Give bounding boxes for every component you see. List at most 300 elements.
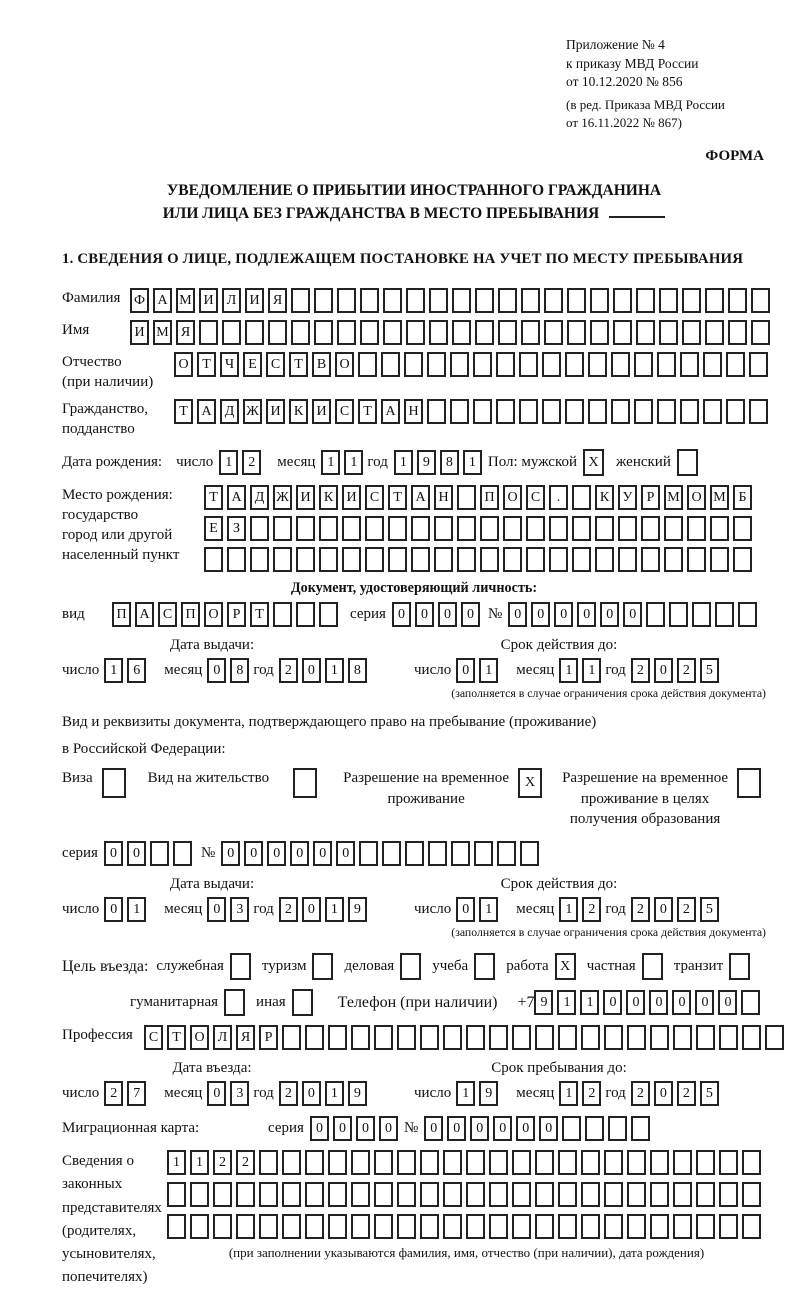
form-cell[interactable]	[420, 1025, 439, 1050]
form-cell[interactable]	[273, 516, 292, 541]
form-cell[interactable]: 1	[104, 658, 123, 683]
form-cell[interactable]: 0	[333, 1116, 352, 1141]
form-cell[interactable]	[388, 547, 407, 572]
form-cell[interactable]: М	[710, 485, 729, 510]
form-cell[interactable]: Н	[404, 399, 423, 424]
form-cell[interactable]	[291, 288, 310, 313]
form-cell[interactable]	[245, 320, 264, 345]
form-cell[interactable]	[451, 841, 470, 866]
form-cell[interactable]	[558, 1025, 577, 1050]
form-cell[interactable]	[291, 320, 310, 345]
form-cell[interactable]	[608, 1116, 627, 1141]
form-cell[interactable]	[636, 320, 655, 345]
form-cell[interactable]: Т	[204, 485, 223, 510]
form-cell[interactable]	[475, 288, 494, 313]
form-cell[interactable]	[562, 1116, 581, 1141]
form-cell[interactable]	[696, 1150, 715, 1175]
form-cell[interactable]: У	[618, 485, 637, 510]
form-cell[interactable]	[443, 1025, 462, 1050]
form-cell[interactable]	[664, 516, 683, 541]
form-cell[interactable]	[475, 320, 494, 345]
form-cell[interactable]: И	[266, 399, 285, 424]
form-cell[interactable]: 0	[415, 602, 434, 627]
form-cell[interactable]: 0	[356, 1116, 375, 1141]
form-cell[interactable]: 0	[456, 897, 475, 922]
form-cell[interactable]: С	[158, 602, 177, 627]
form-cell[interactable]: 2	[279, 658, 298, 683]
form-cell[interactable]	[473, 352, 492, 377]
form-cell[interactable]	[360, 320, 379, 345]
form-cell[interactable]	[236, 1214, 255, 1239]
form-cell[interactable]	[358, 352, 377, 377]
rvp-checkbox[interactable]: X	[518, 768, 542, 798]
form-cell[interactable]: З	[227, 516, 246, 541]
form-cell[interactable]: Л	[222, 288, 241, 313]
form-cell[interactable]: 0	[127, 841, 146, 866]
form-cell[interactable]	[406, 288, 425, 313]
form-cell[interactable]: Ф	[130, 288, 149, 313]
form-cell[interactable]	[374, 1025, 393, 1050]
form-cell[interactable]: А	[153, 288, 172, 313]
form-cell[interactable]: А	[381, 399, 400, 424]
form-cell[interactable]: 0	[267, 841, 286, 866]
form-cell[interactable]	[374, 1214, 393, 1239]
form-cell[interactable]	[581, 1150, 600, 1175]
form-cell[interactable]: 0	[104, 897, 123, 922]
form-cell[interactable]	[581, 1214, 600, 1239]
form-cell[interactable]	[314, 288, 333, 313]
form-cell[interactable]: 0	[470, 1116, 489, 1141]
form-cell[interactable]	[588, 399, 607, 424]
form-cell[interactable]	[611, 399, 630, 424]
form-cell[interactable]: 0	[461, 602, 480, 627]
form-cell[interactable]: 1	[479, 658, 498, 683]
form-cell[interactable]	[351, 1214, 370, 1239]
form-cell[interactable]	[641, 516, 660, 541]
form-cell[interactable]	[705, 288, 724, 313]
form-cell[interactable]: 0	[603, 990, 622, 1015]
form-cell[interactable]: Р	[641, 485, 660, 510]
form-cell[interactable]: 1	[580, 990, 599, 1015]
form-cell[interactable]	[751, 288, 770, 313]
purpose-chastnaya-checkbox[interactable]	[642, 953, 663, 980]
form-cell[interactable]	[150, 841, 169, 866]
form-cell[interactable]	[305, 1182, 324, 1207]
form-cell[interactable]: 0	[654, 658, 673, 683]
form-cell[interactable]	[305, 1025, 324, 1050]
form-cell[interactable]: 0	[207, 658, 226, 683]
form-cell[interactable]	[474, 841, 493, 866]
form-cell[interactable]: 9	[534, 990, 553, 1015]
form-cell[interactable]	[692, 602, 711, 627]
form-cell[interactable]	[496, 399, 515, 424]
form-cell[interactable]: 2	[677, 658, 696, 683]
form-cell[interactable]	[434, 547, 453, 572]
form-cell[interactable]	[682, 288, 701, 313]
form-cell[interactable]: 0	[207, 897, 226, 922]
form-cell[interactable]	[450, 352, 469, 377]
form-cell[interactable]	[558, 1182, 577, 1207]
form-cell[interactable]	[443, 1182, 462, 1207]
form-cell[interactable]	[429, 320, 448, 345]
form-cell[interactable]	[604, 1214, 623, 1239]
form-cell[interactable]	[558, 1150, 577, 1175]
form-cell[interactable]	[650, 1214, 669, 1239]
form-cell[interactable]	[213, 1182, 232, 1207]
form-cell[interactable]: 1	[325, 658, 344, 683]
female-checkbox[interactable]	[677, 449, 698, 476]
form-cell[interactable]	[646, 602, 665, 627]
form-cell[interactable]: 0	[302, 658, 321, 683]
form-cell[interactable]	[627, 1025, 646, 1050]
form-cell[interactable]	[342, 547, 361, 572]
form-cell[interactable]	[738, 602, 757, 627]
form-cell[interactable]: О	[174, 352, 193, 377]
form-cell[interactable]	[631, 1116, 650, 1141]
form-cell[interactable]	[728, 320, 747, 345]
form-cell[interactable]: Д	[220, 399, 239, 424]
form-cell[interactable]	[328, 1182, 347, 1207]
form-cell[interactable]: 0	[695, 990, 714, 1015]
form-cell[interactable]	[512, 1025, 531, 1050]
form-cell[interactable]	[572, 485, 591, 510]
form-cell[interactable]: 0	[392, 602, 411, 627]
form-cell[interactable]	[741, 990, 760, 1015]
form-cell[interactable]	[397, 1025, 416, 1050]
form-cell[interactable]	[611, 352, 630, 377]
form-cell[interactable]: 0	[649, 990, 668, 1015]
form-cell[interactable]	[319, 602, 338, 627]
form-cell[interactable]	[314, 320, 333, 345]
form-cell[interactable]	[542, 352, 561, 377]
form-cell[interactable]	[558, 1214, 577, 1239]
form-cell[interactable]: 9	[479, 1081, 498, 1106]
form-cell[interactable]	[405, 841, 424, 866]
form-cell[interactable]: 0	[424, 1116, 443, 1141]
form-cell[interactable]	[213, 1214, 232, 1239]
form-cell[interactable]: И	[130, 320, 149, 345]
form-cell[interactable]	[765, 1025, 784, 1050]
form-cell[interactable]	[427, 399, 446, 424]
form-cell[interactable]	[590, 288, 609, 313]
form-cell[interactable]: 2	[279, 897, 298, 922]
form-cell[interactable]	[328, 1150, 347, 1175]
form-cell[interactable]: 2	[582, 897, 601, 922]
form-cell[interactable]	[342, 516, 361, 541]
form-cell[interactable]	[669, 602, 688, 627]
form-cell[interactable]	[659, 288, 678, 313]
form-cell[interactable]	[604, 1182, 623, 1207]
form-cell[interactable]	[388, 516, 407, 541]
form-cell[interactable]	[742, 1214, 761, 1239]
form-cell[interactable]: 0	[516, 1116, 535, 1141]
form-cell[interactable]: 1	[559, 658, 578, 683]
form-cell[interactable]	[429, 288, 448, 313]
form-cell[interactable]	[526, 516, 545, 541]
form-cell[interactable]	[657, 399, 676, 424]
form-cell[interactable]: 0	[577, 602, 596, 627]
form-cell[interactable]	[719, 1182, 738, 1207]
form-cell[interactable]: 0	[310, 1116, 329, 1141]
form-cell[interactable]: С	[365, 485, 384, 510]
form-cell[interactable]	[567, 320, 586, 345]
form-cell[interactable]: 0	[531, 602, 550, 627]
form-cell[interactable]	[443, 1150, 462, 1175]
form-cell[interactable]: 1	[344, 450, 363, 475]
form-cell[interactable]	[726, 352, 745, 377]
purpose-delovaya-checkbox[interactable]	[400, 953, 421, 980]
form-cell[interactable]	[535, 1025, 554, 1050]
form-cell[interactable]: 2	[631, 897, 650, 922]
form-cell[interactable]	[360, 288, 379, 313]
form-cell[interactable]	[664, 547, 683, 572]
form-cell[interactable]	[751, 320, 770, 345]
form-cell[interactable]	[544, 288, 563, 313]
form-cell[interactable]	[687, 516, 706, 541]
form-cell[interactable]	[659, 320, 678, 345]
form-cell[interactable]: 5	[700, 658, 719, 683]
form-cell[interactable]	[452, 320, 471, 345]
form-cell[interactable]	[613, 320, 632, 345]
form-cell[interactable]	[742, 1025, 761, 1050]
form-cell[interactable]	[696, 1214, 715, 1239]
form-cell[interactable]: О	[335, 352, 354, 377]
form-cell[interactable]	[337, 288, 356, 313]
form-cell[interactable]	[382, 841, 401, 866]
purpose-rabota-checkbox[interactable]: X	[555, 953, 576, 980]
form-cell[interactable]	[715, 602, 734, 627]
form-cell[interactable]: 0	[493, 1116, 512, 1141]
form-cell[interactable]	[673, 1214, 692, 1239]
form-cell[interactable]: 5	[700, 1081, 719, 1106]
form-cell[interactable]	[549, 547, 568, 572]
form-cell[interactable]: Р	[259, 1025, 278, 1050]
form-cell[interactable]	[452, 288, 471, 313]
form-cell[interactable]	[634, 352, 653, 377]
form-cell[interactable]	[585, 1116, 604, 1141]
form-cell[interactable]	[641, 547, 660, 572]
form-cell[interactable]: 1	[463, 450, 482, 475]
form-cell[interactable]: Т	[167, 1025, 186, 1050]
form-cell[interactable]: Я	[176, 320, 195, 345]
form-cell[interactable]: 1	[325, 897, 344, 922]
form-cell[interactable]: П	[112, 602, 131, 627]
form-cell[interactable]: 0	[313, 841, 332, 866]
form-cell[interactable]	[428, 841, 447, 866]
form-cell[interactable]	[480, 547, 499, 572]
form-cell[interactable]	[365, 516, 384, 541]
form-cell[interactable]: 9	[348, 897, 367, 922]
form-cell[interactable]: 2	[104, 1081, 123, 1106]
form-cell[interactable]: А	[197, 399, 216, 424]
form-cell[interactable]: 0	[623, 602, 642, 627]
form-cell[interactable]	[173, 841, 192, 866]
form-cell[interactable]: 1	[582, 658, 601, 683]
form-cell[interactable]	[604, 1025, 623, 1050]
form-cell[interactable]: 2	[631, 658, 650, 683]
form-cell[interactable]: 0	[447, 1116, 466, 1141]
form-cell[interactable]	[703, 399, 722, 424]
form-cell[interactable]	[498, 288, 517, 313]
form-cell[interactable]	[749, 399, 768, 424]
form-cell[interactable]	[710, 516, 729, 541]
form-cell[interactable]	[466, 1150, 485, 1175]
form-cell[interactable]: 0	[718, 990, 737, 1015]
form-cell[interactable]: 3	[230, 897, 249, 922]
form-cell[interactable]	[489, 1214, 508, 1239]
form-cell[interactable]	[167, 1214, 186, 1239]
form-cell[interactable]: 0	[672, 990, 691, 1015]
purpose-ucheba-checkbox[interactable]	[474, 953, 495, 980]
form-cell[interactable]	[250, 547, 269, 572]
form-cell[interactable]: М	[176, 288, 195, 313]
form-cell[interactable]: 9	[417, 450, 436, 475]
form-cell[interactable]	[565, 399, 584, 424]
form-cell[interactable]	[190, 1214, 209, 1239]
purpose-turizm-checkbox[interactable]	[312, 953, 333, 980]
form-cell[interactable]	[749, 352, 768, 377]
form-cell[interactable]: М	[664, 485, 683, 510]
form-cell[interactable]	[618, 547, 637, 572]
form-cell[interactable]	[273, 602, 292, 627]
form-cell[interactable]	[383, 288, 402, 313]
form-cell[interactable]	[250, 516, 269, 541]
form-cell[interactable]: И	[199, 288, 218, 313]
form-cell[interactable]: Я	[236, 1025, 255, 1050]
purpose-tranzit-checkbox[interactable]	[729, 953, 750, 980]
form-cell[interactable]	[542, 399, 561, 424]
form-cell[interactable]	[404, 352, 423, 377]
form-cell[interactable]	[406, 320, 425, 345]
form-cell[interactable]	[581, 1182, 600, 1207]
form-cell[interactable]: Н	[434, 485, 453, 510]
form-cell[interactable]: С	[335, 399, 354, 424]
form-cell[interactable]: 0	[438, 602, 457, 627]
form-cell[interactable]	[466, 1214, 485, 1239]
form-cell[interactable]	[489, 1025, 508, 1050]
form-cell[interactable]	[397, 1182, 416, 1207]
form-cell[interactable]	[590, 320, 609, 345]
form-cell[interactable]: И	[312, 399, 331, 424]
form-cell[interactable]: 0	[207, 1081, 226, 1106]
form-cell[interactable]	[466, 1025, 485, 1050]
form-cell[interactable]	[535, 1214, 554, 1239]
form-cell[interactable]	[520, 841, 539, 866]
form-cell[interactable]	[259, 1182, 278, 1207]
form-cell[interactable]: Д	[250, 485, 269, 510]
form-cell[interactable]: Т	[388, 485, 407, 510]
purpose-inaya-checkbox[interactable]	[292, 989, 313, 1016]
form-cell[interactable]: С	[526, 485, 545, 510]
form-cell[interactable]	[719, 1025, 738, 1050]
form-cell[interactable]	[420, 1150, 439, 1175]
form-cell[interactable]: И	[342, 485, 361, 510]
form-cell[interactable]	[719, 1150, 738, 1175]
form-cell[interactable]	[733, 547, 752, 572]
form-cell[interactable]: 0	[456, 658, 475, 683]
form-cell[interactable]: 1	[456, 1081, 475, 1106]
form-cell[interactable]	[673, 1150, 692, 1175]
form-cell[interactable]: О	[190, 1025, 209, 1050]
form-cell[interactable]: 8	[230, 658, 249, 683]
form-cell[interactable]	[190, 1182, 209, 1207]
form-cell[interactable]	[397, 1214, 416, 1239]
form-cell[interactable]: О	[503, 485, 522, 510]
form-cell[interactable]	[259, 1150, 278, 1175]
form-cell[interactable]	[381, 352, 400, 377]
form-cell[interactable]	[544, 320, 563, 345]
form-cell[interactable]: Ж	[243, 399, 262, 424]
form-cell[interactable]	[733, 516, 752, 541]
form-cell[interactable]: 1	[325, 1081, 344, 1106]
form-cell[interactable]	[328, 1025, 347, 1050]
form-cell[interactable]	[282, 1025, 301, 1050]
form-cell[interactable]	[650, 1150, 669, 1175]
form-cell[interactable]: Е	[243, 352, 262, 377]
form-cell[interactable]: 2	[677, 897, 696, 922]
form-cell[interactable]	[512, 1182, 531, 1207]
form-cell[interactable]	[319, 547, 338, 572]
form-cell[interactable]: Т	[289, 352, 308, 377]
form-cell[interactable]: Т	[250, 602, 269, 627]
form-cell[interactable]: Л	[213, 1025, 232, 1050]
form-cell[interactable]	[397, 1150, 416, 1175]
form-cell[interactable]: Т	[358, 399, 377, 424]
form-cell[interactable]: 8	[440, 450, 459, 475]
form-cell[interactable]	[365, 547, 384, 572]
form-cell[interactable]	[710, 547, 729, 572]
form-cell[interactable]	[489, 1182, 508, 1207]
form-cell[interactable]: 1	[559, 1081, 578, 1106]
form-cell[interactable]	[296, 547, 315, 572]
form-cell[interactable]	[728, 288, 747, 313]
form-cell[interactable]	[167, 1182, 186, 1207]
form-cell[interactable]	[296, 516, 315, 541]
form-cell[interactable]: Р	[227, 602, 246, 627]
form-cell[interactable]: 5	[700, 897, 719, 922]
form-cell[interactable]	[613, 288, 632, 313]
form-cell[interactable]	[204, 547, 223, 572]
form-cell[interactable]	[296, 602, 315, 627]
form-cell[interactable]	[512, 1150, 531, 1175]
form-cell[interactable]	[705, 320, 724, 345]
form-cell[interactable]	[466, 1182, 485, 1207]
form-cell[interactable]	[319, 516, 338, 541]
form-cell[interactable]: О	[687, 485, 706, 510]
form-cell[interactable]: С	[266, 352, 285, 377]
form-cell[interactable]	[549, 516, 568, 541]
form-cell[interactable]	[567, 288, 586, 313]
form-cell[interactable]	[503, 547, 522, 572]
form-cell[interactable]	[572, 516, 591, 541]
form-cell[interactable]: Ч	[220, 352, 239, 377]
form-cell[interactable]	[227, 547, 246, 572]
form-cell[interactable]	[498, 320, 517, 345]
form-cell[interactable]: 0	[104, 841, 123, 866]
form-cell[interactable]	[595, 547, 614, 572]
form-cell[interactable]: М	[153, 320, 172, 345]
form-cell[interactable]	[420, 1182, 439, 1207]
form-cell[interactable]	[457, 516, 476, 541]
form-cell[interactable]	[673, 1182, 692, 1207]
form-cell[interactable]: 3	[230, 1081, 249, 1106]
form-cell[interactable]	[627, 1150, 646, 1175]
form-cell[interactable]	[457, 485, 476, 510]
form-cell[interactable]: 0	[626, 990, 645, 1015]
form-cell[interactable]: 7	[127, 1081, 146, 1106]
form-cell[interactable]: 2	[582, 1081, 601, 1106]
form-cell[interactable]	[359, 841, 378, 866]
